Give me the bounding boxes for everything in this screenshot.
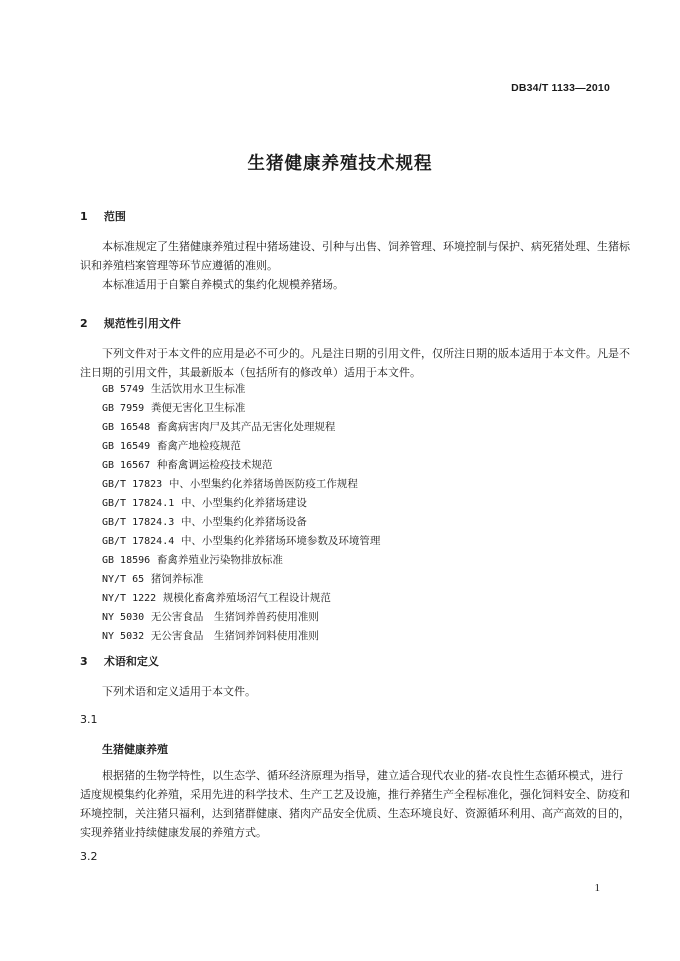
reference-code: GB 16548 xyxy=(102,422,151,433)
term-title: 生猪健康养殖 xyxy=(102,743,168,756)
reference-item xyxy=(102,437,380,456)
reference-code: GB 16567 xyxy=(102,460,151,471)
page-number: 1 xyxy=(594,882,600,894)
document-title: 生猪健康养殖技术规程 xyxy=(247,154,433,174)
scope-paragraph-1: 本标准规定了生猪健康养殖过程中猪场建设、引种与出售、饲养管理、环境控制与保护、病死猪处理、生猪标识和养殖档案管理等环节应遵循的准则。 xyxy=(80,240,630,272)
reference-code: GB 5749 xyxy=(102,384,145,395)
reference-code: GB 18596 xyxy=(102,555,151,566)
reference-name: 种畜禽调运检疫技术规范 xyxy=(156,459,273,471)
terms-intro: 下列术语和定义适用于本文件。 xyxy=(102,685,256,698)
reference-code: NY 5032 xyxy=(102,631,145,642)
section-2-heading xyxy=(80,315,181,331)
reference-item xyxy=(102,494,380,513)
reference-item xyxy=(102,551,380,570)
reference-name: 规模化畜禽养殖场沼气工程设计规范 xyxy=(162,592,331,604)
reference-code: NY/T 65 xyxy=(102,574,145,585)
reference-item xyxy=(102,627,380,646)
reference-name: 生活饮用水卫生标准 xyxy=(150,383,246,395)
reference-code: GB 7959 xyxy=(102,403,145,414)
reference-item xyxy=(102,399,380,418)
reference-name: 畜禽养殖业污染物排放标准 xyxy=(156,554,283,566)
reference-name: 畜禽病害肉尸及其产品无害化处理规程 xyxy=(156,421,336,433)
reference-code: NY/T 1222 xyxy=(102,593,157,604)
section-number: 3 xyxy=(80,655,88,668)
reference-name: 猪饲养标准 xyxy=(150,573,204,585)
reference-code: NY 5030 xyxy=(102,612,145,623)
reference-item xyxy=(102,608,380,627)
section-title: 规范性引用文件 xyxy=(103,317,181,330)
reference-list xyxy=(102,380,380,646)
reference-item xyxy=(102,456,380,475)
reference-name: 无公害食品 生猪饲养饲料使用准则 xyxy=(150,630,319,642)
reference-code: GB/T 17824.1 xyxy=(102,498,175,509)
reference-code: GB/T 17823 xyxy=(102,479,163,490)
reference-name: 中、小型集约化养猪场环境参数及环境管理 xyxy=(180,535,381,547)
section-title: 范围 xyxy=(103,210,126,223)
term-number: 3.2 xyxy=(80,850,98,863)
section-3-heading xyxy=(80,653,159,669)
section-1-heading xyxy=(80,208,126,224)
term-definition: 根据猪的生物学特性，以生态学、循环经济原理为指导，建立适合现代农业的猪-农良性生态循环模式，进行适度规模集约化养殖，采用先进的科学技术、生产工艺及设施，推行养猪生产全程标准化，强化饲料安全、防疫和环境控制，关注猪只福利，达到猪群健康、猪肉产品安全优质、生态环境良好、资源循环利用、高产高效的目的，实现养猪业持续健康发展的养殖方式。 xyxy=(80,769,630,839)
reference-item xyxy=(102,475,380,494)
reference-item xyxy=(102,513,380,532)
term-number: 3.1 xyxy=(80,713,98,726)
standard-code: DB34/T 1133—2010 xyxy=(511,82,610,94)
section-title: 术语和定义 xyxy=(103,655,159,668)
reference-name: 中、小型集约化养猪场建设 xyxy=(180,497,307,509)
reference-code: GB/T 17824.3 xyxy=(102,517,175,528)
reference-name: 无公害食品 生猪饲养兽药使用准则 xyxy=(150,611,319,623)
reference-item xyxy=(102,380,380,399)
reference-item xyxy=(102,589,380,608)
reference-item xyxy=(102,532,380,551)
normative-intro: 下列文件对于本文件的应用是必不可少的。凡是注日期的引用文件，仅所注日期的版本适用于本文件。凡是不注日期的引用文件，其最新版本（包括所有的修改单）适用于本文件。 xyxy=(80,347,630,379)
reference-name: 中、小型集约化养猪场兽医防疫工作规程 xyxy=(168,478,358,490)
scope-paragraph-2: 本标准适用于自繁自养模式的集约化规模养猪场。 xyxy=(102,278,344,291)
reference-item xyxy=(102,418,380,437)
reference-name: 畜禽产地检疫规范 xyxy=(156,440,241,452)
section-number: 2 xyxy=(80,317,88,330)
section-number: 1 xyxy=(80,210,88,223)
reference-name: 粪便无害化卫生标准 xyxy=(150,402,246,414)
reference-code: GB/T 17824.4 xyxy=(102,536,175,547)
reference-code: GB 16549 xyxy=(102,441,151,452)
reference-item xyxy=(102,570,380,589)
reference-name: 中、小型集约化养猪场设备 xyxy=(180,516,307,528)
